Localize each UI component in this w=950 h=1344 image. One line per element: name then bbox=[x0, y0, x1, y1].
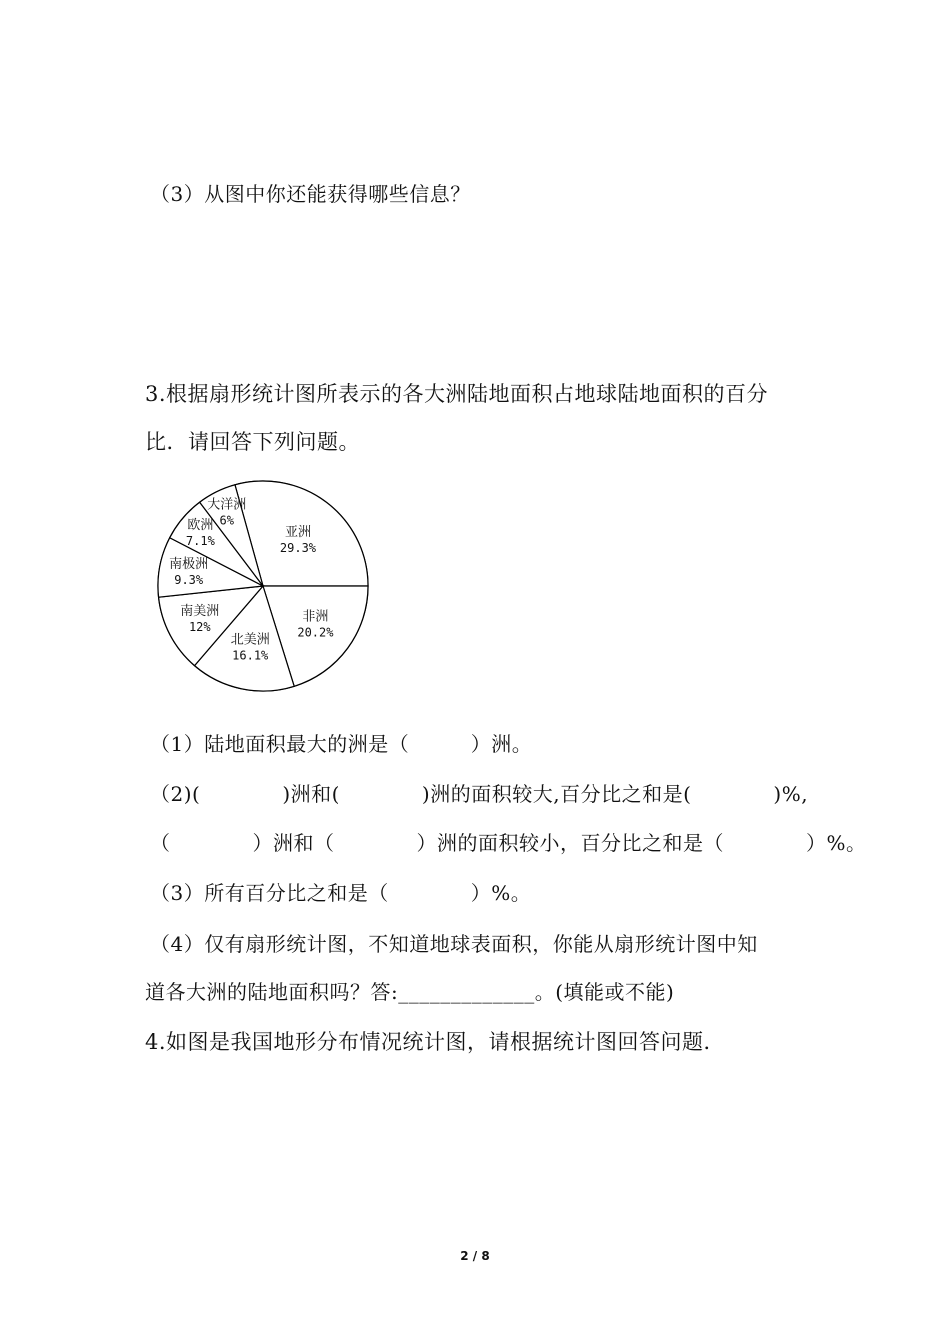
pie-value-2: 16.1% bbox=[232, 648, 269, 663]
question-3-sub-4-line-2: 道各大洲的陆地面积吗？答:_____________。(填能或不能) bbox=[145, 980, 675, 1004]
question-3-sub-2-line-1: （2)( )洲和( )洲的面积较大,百分比之和是( )%, bbox=[150, 782, 809, 806]
question-3-sub-3: （3）所有百分比之和是（ ）%。 bbox=[150, 881, 532, 905]
question-3-sub-1: （1）陆地面积最大的洲是（ ）洲。 bbox=[150, 732, 533, 756]
pie-label-2: 北美洲 bbox=[230, 632, 270, 648]
previous-question-part-3: （3）从图中你还能获得哪些信息？ bbox=[150, 182, 471, 206]
pie-label-4: 南极洲 bbox=[169, 557, 209, 573]
continent-area-pie-chart bbox=[150, 475, 370, 697]
pie-value-6: 6% bbox=[219, 513, 234, 528]
pie-label-3: 南美洲 bbox=[180, 604, 220, 620]
pie-label-0: 亚洲 bbox=[284, 525, 311, 541]
question-3-sub-2-line-2: （ ）洲和（ ）洲的面积较小，百分比之和是（ ）%。 bbox=[150, 831, 867, 855]
pie-label-1: 非洲 bbox=[302, 609, 329, 625]
page-number: 2 / 8 bbox=[460, 1249, 490, 1263]
question-3-sub-4-line-1: （4）仅有扇形统计图，不知道地球表面积，你能从扇形统计图中知 bbox=[150, 932, 758, 956]
question-3-title-line-1: 3.根据扇形统计图所表示的各大洲陆地面积占地球陆地面积的百分 bbox=[145, 382, 769, 406]
pie-value-5: 7.1% bbox=[185, 534, 215, 549]
pie-value-4: 9.3% bbox=[174, 573, 204, 588]
question-3-title-line-2: 比．请回答下列问题。 bbox=[145, 430, 360, 454]
pie-value-3: 12% bbox=[188, 620, 211, 635]
pie-label-6: 大洋洲 bbox=[207, 497, 247, 513]
pie-value-0: 29.3% bbox=[279, 541, 317, 556]
pie-value-1: 20.2% bbox=[297, 625, 334, 640]
question-4-title: 4.如图是我国地形分布情况统计图，请根据统计图回答问题． bbox=[145, 1030, 726, 1054]
pie-label-5: 欧洲 bbox=[187, 518, 214, 534]
